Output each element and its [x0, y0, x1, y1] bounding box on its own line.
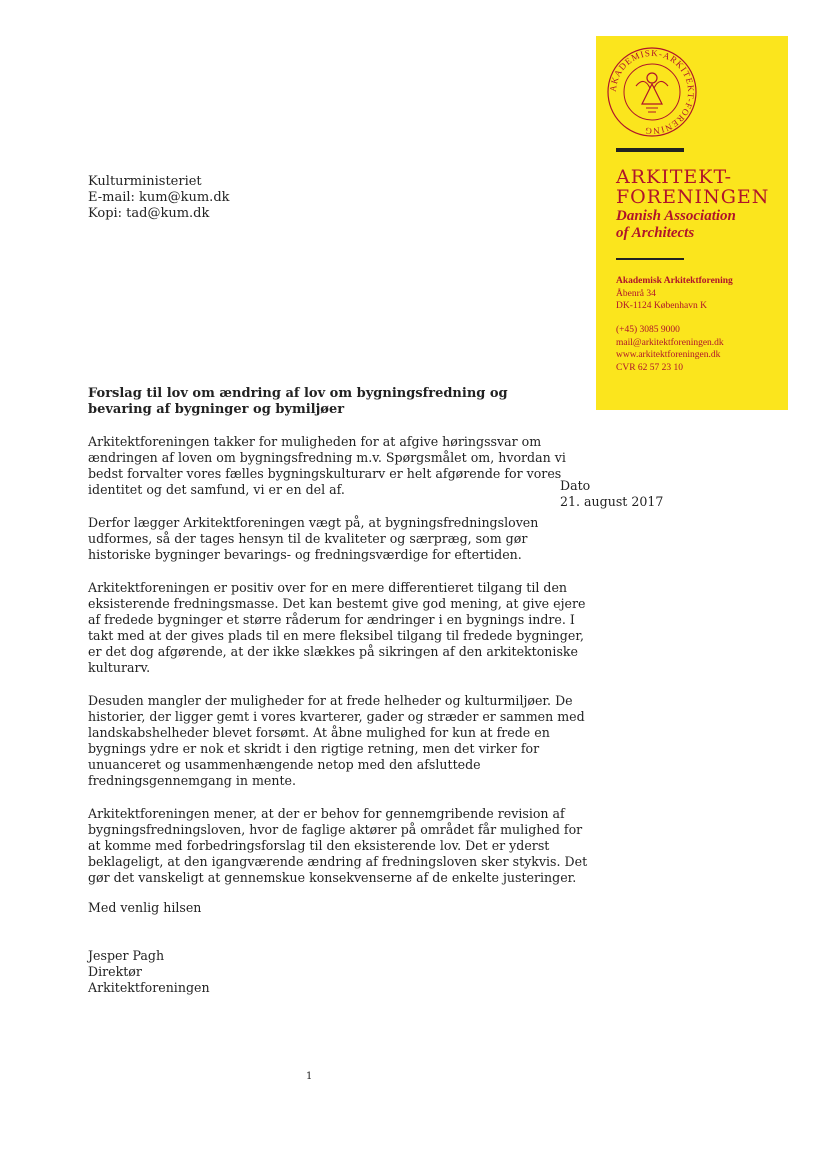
website: www.arkitektforeningen.dk — [616, 350, 721, 360]
text-line: Derfor lægger Arkitektforeningen vægt på, at bygningsfredningsloven — [88, 515, 539, 530]
brand-tagline-line2: of Architects — [616, 225, 695, 241]
text-line: Desuden mangler der muligheder for at frede helheder og kulturmiljøer. De — [88, 693, 573, 708]
date-label: Dato — [560, 478, 591, 493]
street: Åbenrå 34 — [616, 288, 656, 299]
text-line: identitet og det samfund, vi er en del af. — [88, 482, 345, 497]
signer-title: Direktør — [88, 964, 142, 979]
text-line: Arkitektforeningen er positiv over for en mere differentieret tilgang til den — [88, 580, 568, 595]
brand-name-line1: ARKITEKT- — [616, 166, 733, 188]
text-line: bygningsfredningsloven, hvor de faglige aktører på området får mulighed for — [88, 822, 583, 837]
text-line: kulturarv. — [88, 660, 151, 675]
heading-line-2: bevaring af bygninger og bymiljøer — [88, 402, 345, 417]
letterhead-rule-top — [616, 148, 684, 152]
signature-block — [88, 948, 210, 996]
text-line: unuanceret og usammenhængende netop med den afsluttede — [88, 757, 481, 772]
text-line: takt med at der gives plads til en mere fleksibel tilgang til fredede bygninger, — [88, 628, 584, 643]
seal-logo-icon — [606, 46, 698, 138]
paragraph — [88, 434, 566, 498]
city: DK-1124 København K — [616, 301, 707, 311]
recipient-email: E-mail: kum@kum.dk — [88, 190, 230, 205]
signer-org: Arkitektforeningen — [88, 980, 210, 995]
org-email: mail@arkitektforeningen.dk — [616, 337, 724, 348]
text-line: historier, der ligger gemt i vores kvarterer, gader og stræder er sammen med — [88, 709, 585, 724]
paragraph — [88, 515, 538, 563]
date-value: 21. august 2017 — [560, 494, 664, 509]
brand-tagline — [616, 208, 736, 242]
text-line: fredningsgennemgang in mente. — [88, 773, 297, 788]
brand-name-line2: FORENINGEN — [616, 186, 770, 208]
letter-heading — [88, 386, 508, 418]
signer-name: Jesper Pagh — [88, 948, 165, 963]
recipient-name: Kulturministeriet — [88, 174, 202, 189]
letterhead — [596, 36, 788, 410]
text-line: eksisterende fredningsmasse. Det kan bestemt give god mening, at give ejere — [88, 596, 586, 611]
text-line: at komme med forbedringsforslag til den eksisterende lov. Det er yderst — [88, 838, 550, 853]
recipient-block — [88, 174, 230, 222]
seal-text: AKADEMISK-ARKITEKT-FORENING — [607, 47, 697, 137]
cvr-number: CVR 62 57 23 10 — [616, 362, 684, 373]
text-line: af fredede bygninger et større råderum for ændringer i en bygnings indre. I — [88, 612, 575, 627]
paragraph — [88, 693, 585, 789]
phone: (+45) 3085 9000 — [616, 325, 680, 335]
address-block — [616, 275, 733, 313]
text-line: landskabshelheder blevet forsømt. At åbne mulighed for kun at frede en — [88, 725, 550, 740]
text-line: bygnings ydre er nok et skridt i den rigtige retning, men det virker for — [88, 741, 540, 756]
text-line: Arkitektforeningen mener, at der er behov for gennemgribende revision af — [88, 806, 565, 821]
heading-line-1: Forslag til lov om ændring af lov om bygningsfredning og — [88, 386, 508, 401]
text-line: er det dog afgørende, at der ikke slækkes på sikringen af den arkitektoniske — [88, 644, 578, 659]
paragraph — [88, 806, 588, 886]
brand-tagline-line1: Danish Association — [616, 208, 736, 224]
text-line: Arkitektforeningen takker for muligheden for at afgive høringssvar om — [88, 434, 542, 449]
date-block — [560, 478, 663, 510]
text-line: udformes, så der tages hensyn til de kvaliteter og særpræg, som gør — [88, 531, 528, 546]
text-line: historiske bygninger bevarings- og fredningsværdige for eftertiden. — [88, 547, 522, 562]
recipient-copy: Kopi: tad@kum.dk — [88, 206, 210, 221]
page-number: 1 — [306, 1071, 313, 1082]
brand-name — [616, 167, 769, 207]
text-line: bedst forvalter vores fælles bygningskulturarv er helt afgørende for vores — [88, 466, 562, 481]
closing-phrase: Med venlig hilsen — [88, 900, 202, 915]
org-name: Akademisk Arkitektforening — [616, 276, 733, 286]
letterhead-rule-bottom — [616, 258, 684, 260]
paragraph — [88, 580, 586, 676]
text-line: gør det vanskeligt at gennemskue konsekvenserne af de enkelte justeringer. — [88, 870, 577, 885]
text-line: beklageligt, at den igangværende ændring af fredningsloven sker stykvis. Det — [88, 854, 588, 869]
contact-block — [616, 324, 724, 374]
text-line: ændringen af loven om bygningsfredning m.v. Spørgsmålet om, hvordan vi — [88, 450, 566, 465]
